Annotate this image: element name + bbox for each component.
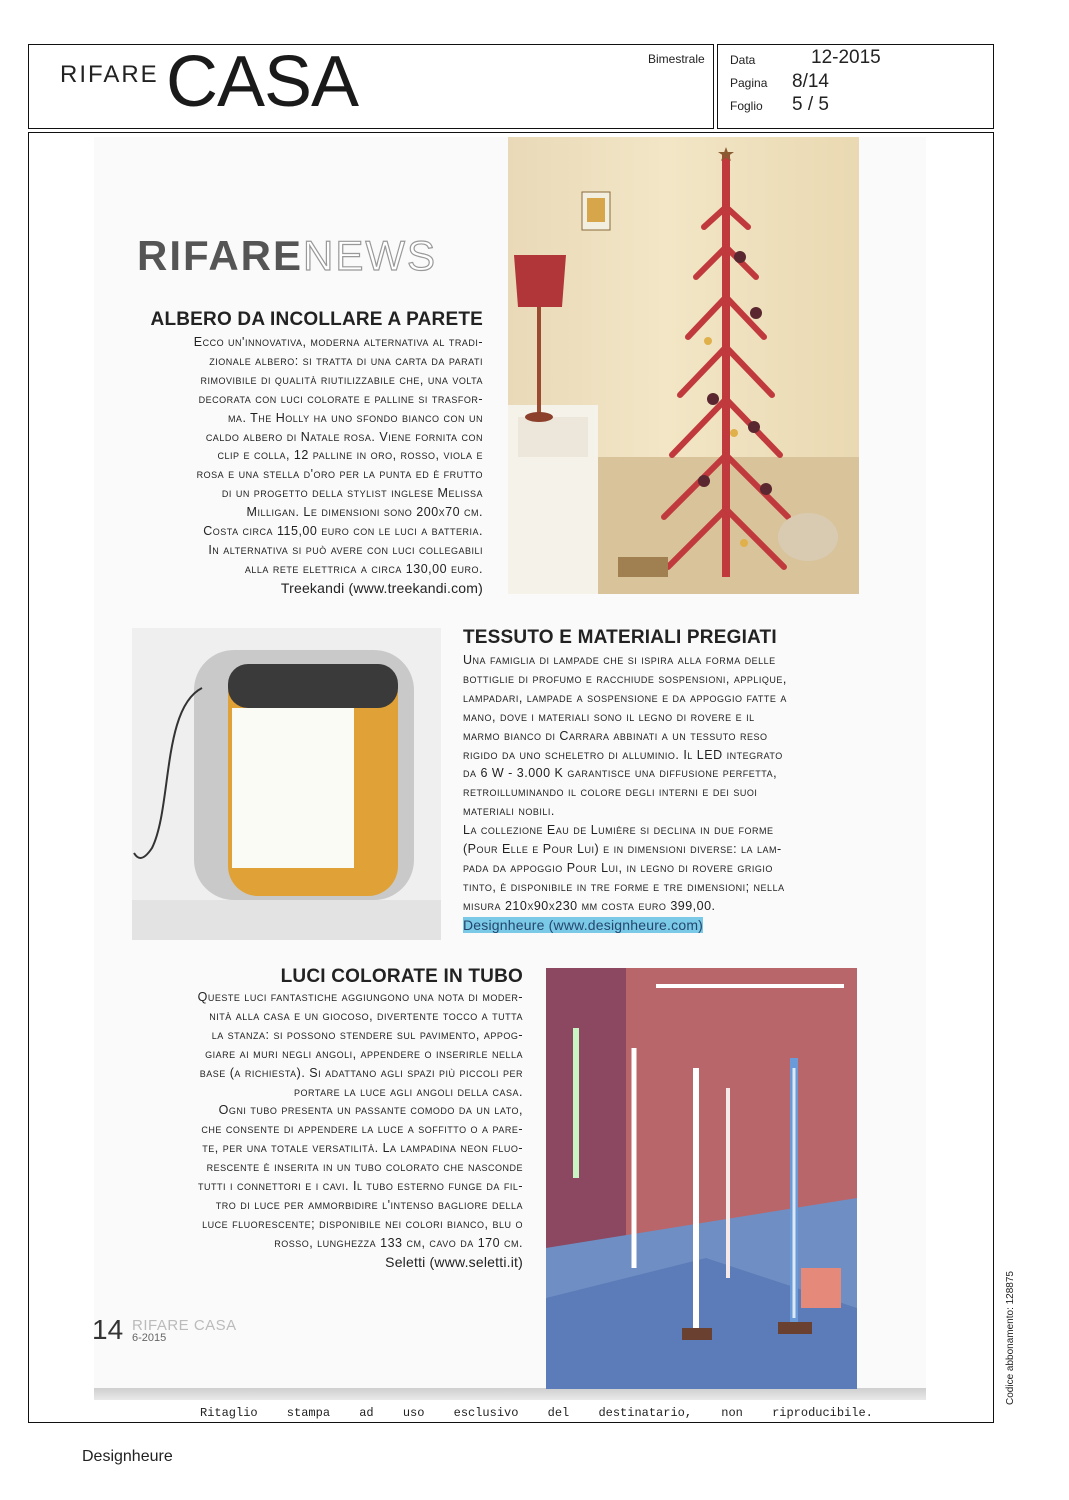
disclaimer: Ritaglio stampa ad uso esclusivo del destinatario, non riproducibile.	[200, 1406, 873, 1420]
logo-casa: CASA	[166, 42, 359, 122]
article-1-body: Ecco un'innovativa, moderna alternativa al tradi- zionale albero: si tratta di una carta da parati rimovibile di qualità riutilizzabile che, una volta decorata con luci colorate e palline si trasfor- ma. The Holly ha uno sfondo bianco con un caldo albero di Natale rosa. Viene fornita con clip e colla, 12 palline in oro, rosso, viola e rosa e una stella d'oro per la punta ed è frutto di un progetto della stylist inglese Melissa Milligan. Le dimensioni sono 200x70 cm. Costa circa 115,00 euro con le luci a batteria. In alternativa si può avere con luci collegabili alla rete elettrica a circa 130,00 euro. Treekandi (www.treekandi.com)	[83, 333, 483, 598]
article-3-body: Queste luci fantastiche aggiungono una nota di moder- nità alla casa e un giocoso, divertente tocco a tutta la stanza: si possono stendere sul pavimento, appog- giare ai muri negli angoli, appendere o inserirle nella base (a richiesta). Si adattano agli spazi più piccoli per portare la luce agli angoli della casa. Ogni tubo presenta un passante comodo da un lato, che consente di appendere la luce a soffitto o a pare- te, per una totale versatilità. La lampadina neon fluo- rescente è inserita in un tubo colorato che nasconde tutti i connettori e i cavi. Il tubo esterno funge da fil- tro di luce per ammorbidire l'intenso bagliore della luce fluorescente; disponibile nei colori bianco, blu o rosso, lunghezza 133 cm, cavo da 170 cm. Seletti (www.seletti.it)	[103, 988, 523, 1272]
frequency-label: Bimestrale	[648, 52, 705, 66]
date-value: 12-2015	[811, 47, 881, 68]
page-issue-date: 6-2015	[132, 1332, 167, 1344]
lamp-illustration	[132, 628, 441, 940]
page-value: 8/14	[792, 71, 829, 92]
article-2-title: TESSUTO E MATERIALI PREGIATI	[463, 627, 777, 648]
sheet-label: Foglio	[730, 99, 763, 113]
section-title: RIFARENEWS	[137, 232, 438, 279]
date-label: Data	[730, 53, 756, 67]
page-number: 14	[92, 1314, 124, 1345]
article-3-title: LUCI COLORATE IN TUBO	[280, 966, 523, 987]
page-magazine-name: RIFARE CASA	[132, 1317, 237, 1334]
bottom-caption: Designheure	[82, 1448, 173, 1465]
page-edge-shadow	[94, 1388, 926, 1400]
article-3-source: Seletti (www.seletti.it)	[385, 1253, 523, 1270]
lamp-photo	[132, 628, 441, 940]
article-2-body: Una famiglia di lampade che si ispira alla forma delle bottiglie di profumo e racchiude sospensioni, applique, lampadari, lampade a sospensione e da appoggio fatte a mano, dove i materiali sono il legno di rovere e il marmo bianco di Carrara abbinati a un tessuto reso rigido da uno scheletro di alluminio. Il LED integrato da 6 W - 3.000 K garantisce una diffusione perfetta, retroilluminando il colore degli interni e dei suoi materiali nobili. La collezione Eau de Lumière si declina in due forme (Pour Elle e Pour Lui) e in dimensioni diverse: la lam- pada da appoggio Pour Lui, in legno di rovere grigio tinto, è disponibile in tre forme e tre dimensioni; nella misura 210x90x230 mm costa euro 399,00. Designheure (www.designheure.com)	[463, 653, 787, 933]
subscription-code: Codice abbonamento: 128875	[1005, 1271, 1016, 1405]
logo-rifare: RIFARE	[60, 61, 159, 88]
article-1-source: Treekandi (www.treekandi.com)	[280, 579, 483, 596]
tree-illustration	[508, 137, 859, 594]
sheet-value: 5 / 5	[792, 94, 829, 115]
tree-wallpaper-photo	[508, 137, 859, 594]
article-2-source: Designheure (www.designheure.com)	[463, 916, 704, 933]
article-1-title: ALBERO DA INCOLLARE A PARETE	[150, 309, 483, 330]
neon-tubes-photo	[546, 968, 857, 1389]
page-label: Pagina	[730, 76, 768, 90]
neon-tubes-illustration	[546, 968, 857, 1389]
